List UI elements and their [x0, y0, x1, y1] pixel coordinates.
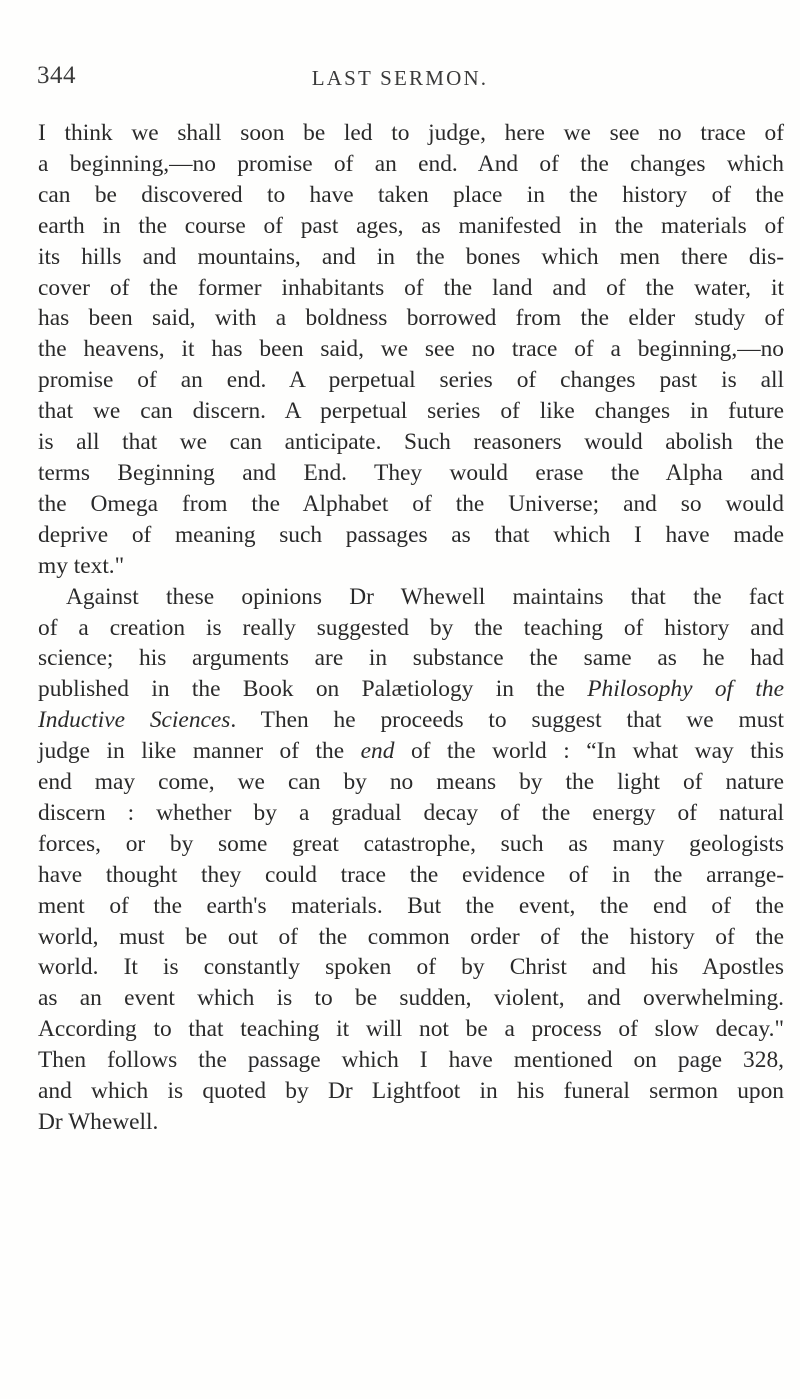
text-line: discern : whether by a gradual decay of the energy of natural [38, 799, 784, 826]
text-line: Dr Whewell. [38, 1109, 159, 1135]
text-line: Then follows the passage which I have mentioned on page 328, [38, 1047, 784, 1074]
text-line: as an event which is to be sudden, violent, and overwhelming. [38, 985, 784, 1012]
text-line [38, 674, 784, 705]
text-line: forces, or by some great catastrophe, such as many geologists [38, 830, 784, 857]
text-line: world. It is constantly spoken of by Christ and his Apostles [38, 954, 784, 981]
text-line: that we can discern. A perpetual series of like changes in future [38, 398, 784, 425]
running-head: LAST SERMON. [311, 66, 489, 90]
text-line: Against these opinions Dr Whewell maintains that the fact [66, 583, 784, 610]
text-line: science; his arguments are in substance the same as he had [38, 645, 784, 672]
book-title: Inductive Sciences [38, 707, 231, 734]
body-text [38, 118, 784, 1138]
text-line: I think we shall soon be led to judge, here we see no trace of [38, 120, 784, 146]
text-line: deprive of meaning such passages as that which I have made [38, 521, 784, 548]
text-line: According to that teaching it will not be a process of slow decay." [38, 1016, 784, 1043]
text-line: of a creation is really suggested by the teaching of history and [38, 614, 784, 641]
paragraph-2 [38, 582, 784, 1138]
text-line: earth in the course of past ages, as manifested in the materials of [38, 212, 784, 239]
text-line: ment of the earth's materials. But the event, the end of the [38, 892, 784, 919]
text-line: is all that we can anticipate. Such reasoners would abolish the [38, 429, 784, 456]
paragraph-1 [38, 118, 784, 582]
text-fragment: . Then he proceeds to suggest that we must [230, 707, 784, 734]
text-line [38, 705, 784, 736]
text-line: terms Beginning and End. They would erase the Alpha and [38, 459, 784, 486]
text-fragment: judge in like manner of the [38, 738, 361, 765]
text-line: the heavens, it has been said, we see no trace of a beginning,—no [38, 336, 784, 363]
text-line: its hills and mountains, and in the bones which men there dis- [38, 243, 784, 270]
page-number: 344 [37, 62, 76, 89]
text-fragment: published in the Book on Palætiology in the [38, 676, 588, 703]
book-title: Philosophy of the [587, 676, 784, 703]
text-line: the Omega from the Alphabet of the Universe; and so would [38, 490, 784, 517]
text-line: end may come, we can by no means by the light of nature [38, 769, 784, 796]
text-line: can be discovered to have taken place in the history of the [38, 181, 784, 208]
text-fragment: of the world : “In what way this [394, 738, 784, 765]
text-line: world, must be out of the common order of the history of the [38, 923, 784, 950]
text-line: promise of an end. A perpetual series of changes past is all [38, 367, 784, 394]
text-line: my text." [38, 552, 125, 579]
text-line: cover of the former inhabitants of the land and of the water, it [38, 274, 784, 301]
text-line [38, 736, 784, 767]
page-header [0, 62, 800, 98]
text-line: and which is quoted by Dr Lightfoot in his funeral sermon upon [38, 1078, 784, 1105]
text-line: have thought they could trace the evidence of in the arrange- [38, 861, 784, 888]
text-line: has been said, with a boldness borrowed from the elder study of [38, 305, 784, 332]
text-line: a beginning,—no promise of an end. And of the changes which [38, 150, 784, 177]
emphasized-word: end [360, 738, 395, 765]
